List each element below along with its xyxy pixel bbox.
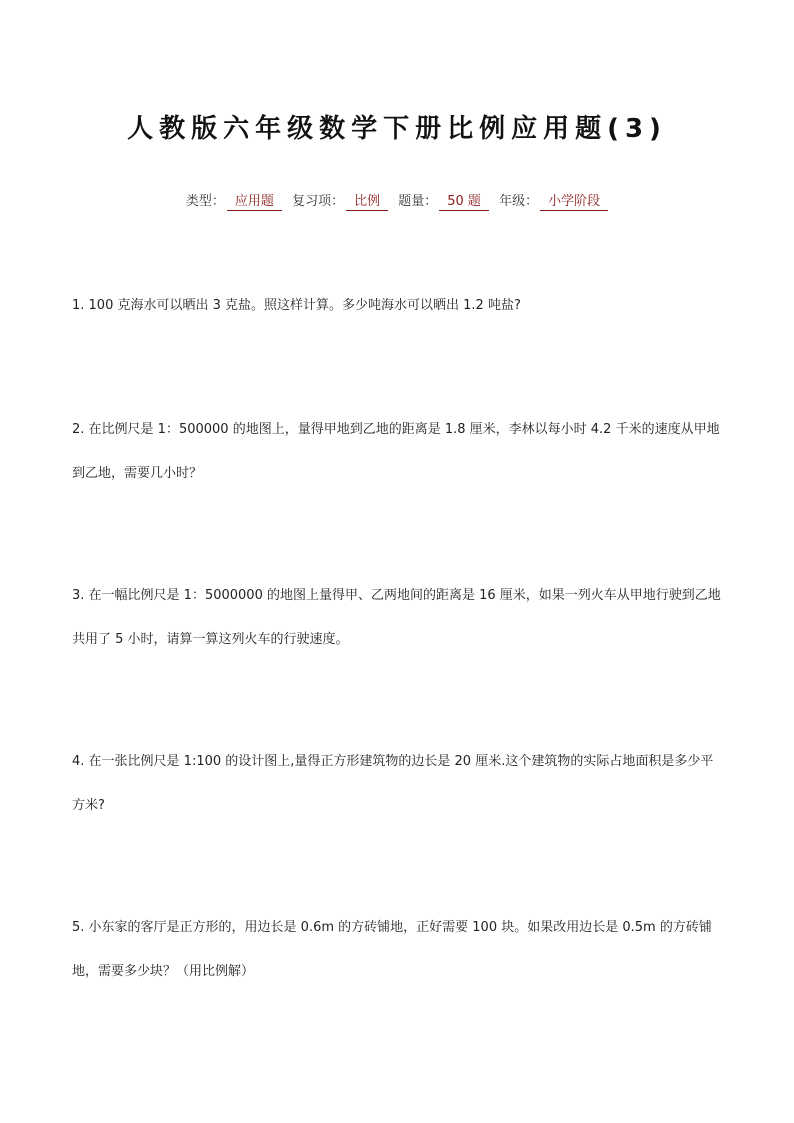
review-label: 复习项： (292, 194, 345, 209)
question-4: 4. 在一张比例尺是 1:100 的设计图上,量得正方形建筑物的边长是 20 厘米.这个建筑物的实际占地面积是多少平方米? (72, 754, 714, 813)
count-value: 50 题 (439, 194, 489, 211)
question-3: 3. 在一幅比例尺是 1：5000000 的地图上量得甲、乙两地间的距离是 16 厘米，如果一列火车从甲地行驶到乙地共用了 5 小时，请算一算这列火车的行驶速度。 (72, 588, 721, 647)
page-title: 人教版六年级数学下册比例应用题(3) (127, 114, 667, 144)
worksheet-meta (0, 190, 794, 211)
question-5: 5. 小东家的客厅是正方形的，用边长是 0.6m 的方砖铺地，正好需要 100 块。如果改用边长是 0.5m 的方砖铺地，需要多少块？（用比例解） (72, 920, 712, 979)
type-label: 类型： (185, 194, 225, 209)
count-label: 题量： (398, 194, 438, 209)
grade-value: 小学阶段 (540, 194, 608, 211)
review-value: 比例 (346, 194, 388, 211)
question-2: 2. 在比例尺是 1：500000 的地图上，量得甲地到乙地的距离是 1.8 厘米，李林以每小时 4.2 千米的速度从甲地到乙地，需要几小时？ (72, 422, 720, 481)
grade-label: 年级： (499, 194, 539, 209)
type-value: 应用题 (227, 194, 282, 211)
question-1: 1. 100 克海水可以晒出 3 克盐。照这样计算。多少吨海水可以晒出 1.2 吨盐? (72, 298, 521, 313)
